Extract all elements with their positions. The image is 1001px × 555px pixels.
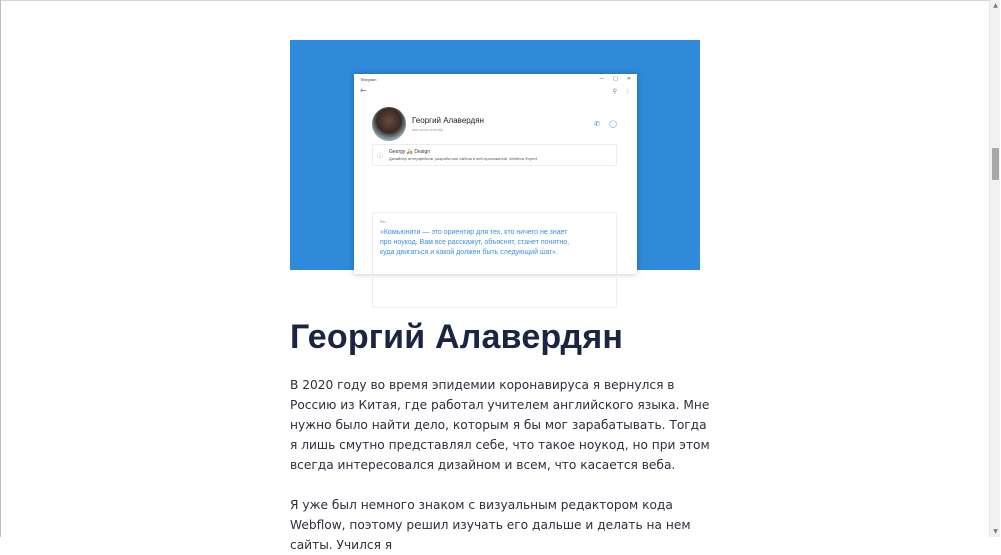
avatar: [372, 107, 406, 141]
arrow-left-icon: ←: [360, 86, 367, 95]
telegram-bio-card: [372, 212, 617, 308]
window-left-edge: [0, 0, 1, 537]
hero-image: [290, 40, 700, 270]
chat-icon: ◯: [609, 120, 617, 128]
article-title: Георгий Алавердян: [290, 318, 624, 356]
telegram-window-mock: [354, 74, 637, 274]
telegram-titlebar: [354, 74, 637, 84]
telegram-channel-info: [372, 144, 617, 166]
article-paragraph: В 2020 году во время эпидемии коронавируса я вернулся в Россию из Китая, где работал учителем английского языка. Мне нужно было найти дело, которым я бы мог зарабатывать. Тогда я лишь смутно представлял себе, что такое ноукод, но при этом всегда интересовался дизайном и всем, что касается веба.: [290, 378, 710, 472]
info-icon: ⓘ: [377, 152, 384, 160]
article-paragraph: Я уже был немного знаком с визуальным редактором кода Webflow, поэтому решил изучать его дальше и делать на нем сайты. Учился я: [290, 498, 691, 552]
close-icon: ✕: [626, 76, 631, 82]
bio-quote: «Комьюнити — это ориентир для тех, кто ничего не знает про ноукод. Вам все расскажут, объяснят, станет понятно, куда двигаться и какой должен быть следующий шаг».: [380, 229, 570, 256]
scrollbar-thumb[interactable]: [992, 148, 999, 180]
maximize-icon: □: [613, 76, 618, 82]
channel-name: Georgy 🛵 Design: [389, 149, 430, 155]
channel-description: Дизайнер интерфейсов, разработчик сайтов и веб-приложений, Webflow Expert: [389, 156, 538, 161]
window-controls: [599, 76, 631, 82]
minimize-icon: —: [599, 76, 605, 82]
bio-label: Bio: [380, 219, 386, 224]
vertical-scrollbar[interactable]: [989, 0, 1000, 537]
phone-icon: ✆: [594, 120, 601, 128]
profile-status: last seen recently: [412, 127, 444, 132]
telegram-profile-header: [372, 106, 617, 142]
window-top-edge: [0, 0, 1000, 1]
more-vertical-icon: ⋮: [625, 87, 631, 95]
search-icon: ⚲: [612, 87, 617, 95]
telegram-app-title: Telegram: [360, 76, 377, 82]
scroll-up-icon[interactable]: ▲: [993, 2, 998, 9]
telegram-toolbar: [354, 84, 637, 98]
scroll-down-icon[interactable]: ▼: [993, 528, 998, 535]
profile-name: Георгий Алавердян: [412, 116, 484, 125]
